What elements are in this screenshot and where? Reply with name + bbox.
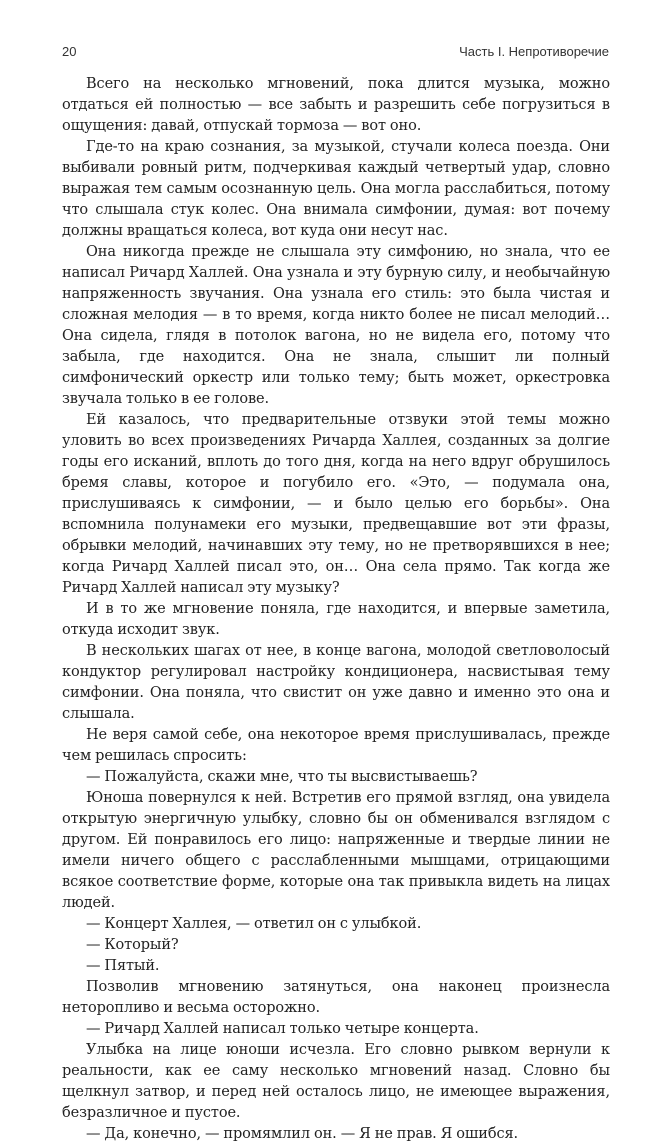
paragraph: Ей казалось, что предварительные отзвуки этой темы можно уловить во всех произведениях Ричарда Халлея, созданных за долгие годы его исканий, вплоть до того дня, когда на него вдруг обрушилось бремя славы, которое и погубило его. «Это, — подумала она, прислушиваясь к симфонии, — и было целью его борьбы». Она вспомнила полунамеки его музыки, предвещавшие вот эти фразы, обрывки мелодий, начинавших эту тему, но не претворявшихся в нее; когда Ричард Халлей писал это, он… Она села прямо. Так когда же Ричард Халлей написал эту музыку? <box>62 412 610 596</box>
paragraph: Юноша повернулся к ней. Встретив его прямой взгляд, она увидела открытую энергичную улыбку, словно бы он обменивался взглядом с другом. Ей понравилось его лицо: напряженные и твердые линии не имели ничего общего с расслабленными мышцами, отрицающими всякое соответствие форме, которые она так привыкла видеть на лицах людей. <box>62 790 610 911</box>
paragraph: Где-то на краю сознания, за музыкой, стучали колеса поезда. Они выбивали ровный ритм, подчеркивая каждый четвертый удар, словно выражая тем самым осознанную цель. Она могла расслабиться, потому что слышала стук колес. Она внимала симфонии, думая: вот почему должны вращаться колеса, вот куда они несут нас. <box>62 139 610 239</box>
paragraph: Не веря самой себе, она некоторое время прислушивалась, прежде чем решилась спросить: <box>62 727 610 764</box>
paragraph: И в то же мгновение поняла, где находится, и впервые заметила, откуда исходит звук. <box>62 601 610 638</box>
dialogue-line: — Концерт Халлея, — ответил он с улыбкой. <box>86 916 422 932</box>
paragraph: Она никогда прежде не слышала эту симфонию, но знала, что ее написал Ричард Халлей. Она узнала и эту бурную силу, и необычайную напряженность звучания. Она узнала его стиль: это была чистая и сложная мелодия — в то время, когда никто более не писал мелодий… Она сидела, глядя в потолок вагона, но не видела его, потому что забыла, где находится. Она не знала, слышит ли полный симфонический оркестр или только тему; быть может, оркестровка звучала только в ее голове. <box>62 244 610 407</box>
body-text <box>62 74 610 1145</box>
dialogue-line: — Пожалуйста, скажи мне, что ты высвистываешь? <box>86 769 478 785</box>
dialogue-line: — Да, конечно, — промямлил он. — Я не прав. Я ошибся. <box>86 1126 519 1142</box>
dialogue-line: — Пятый. <box>86 958 160 974</box>
dialogue-line: — Который? <box>86 937 179 953</box>
paragraph: Всего на несколько мгновений, пока длится музыка, можно отдаться ей полностью — все забыть и разрешить себе погрузиться в ощущения: давай, отпускай тормоза — вот оно. <box>62 76 610 134</box>
section-title: Часть I. Непротиворечие <box>459 44 609 59</box>
paragraph: В нескольких шагах от нее, в конце вагона, молодой светловолосый кондуктор регулировал настройку кондиционера, насвистывая тему симфонии. Она поняла, что свистит он уже давно и именно это она и слышала. <box>62 643 610 722</box>
paragraph: Позволив мгновению затянуться, она наконец произнесла неторопливо и весьма осторожно. <box>62 979 610 1016</box>
page-number: 20 <box>62 44 77 59</box>
running-header <box>62 40 609 62</box>
dialogue-line: — Ричард Халлей написал только четыре концерта. <box>86 1021 479 1037</box>
paragraph: Улыбка на лице юноши исчезла. Его словно рывком вернули к реальности, как ее саму несколько мгновений назад. Словно бы щелкнул затвор, и перед ней осталось лицо, не имеющее выражения, безразличное и пустое. <box>62 1042 610 1121</box>
